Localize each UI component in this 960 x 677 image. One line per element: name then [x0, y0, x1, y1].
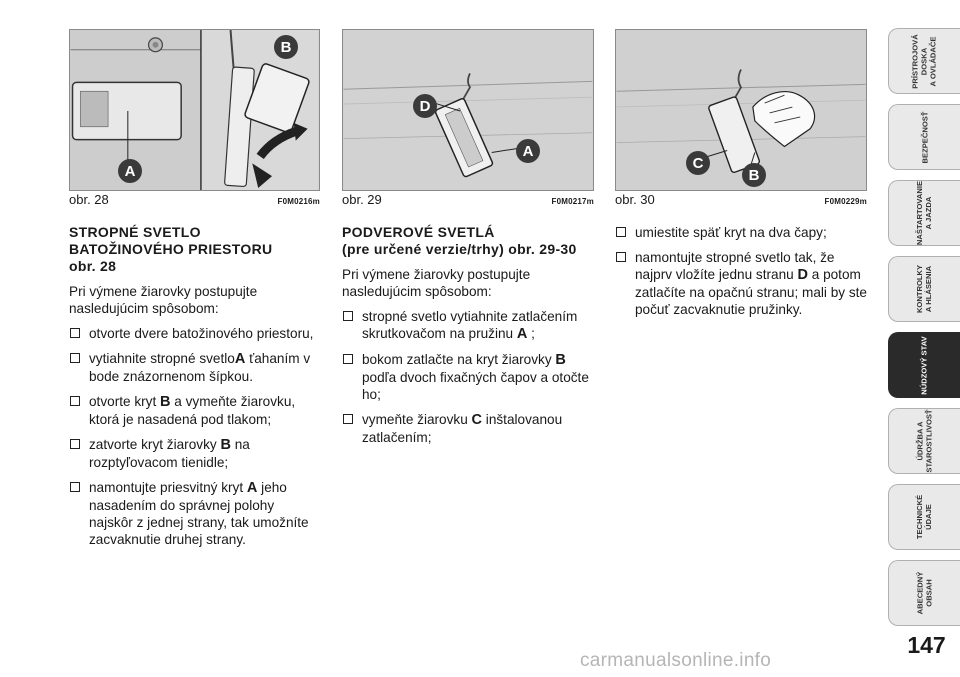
- checkbox-bullet-icon: [343, 414, 353, 424]
- tab-label: KONTROLKY A HLÁSENIA: [915, 264, 934, 314]
- list-item: [69, 393, 321, 428]
- list-item: [69, 436, 321, 471]
- checkbox-bullet-icon: [616, 227, 626, 237]
- item-text: zatvorte kryt žiarovky: [89, 437, 221, 452]
- list-item: [342, 411, 594, 446]
- tab-technicke-udaje[interactable]: [888, 484, 960, 550]
- heading-line: obr. 28: [69, 258, 117, 274]
- item-key: B: [220, 437, 231, 453]
- figure-caption: [615, 192, 867, 208]
- item-text: na rozptyľovacom tienidle;: [89, 437, 250, 470]
- item-text: namontujte priesvitný kryt: [89, 480, 247, 495]
- item-key: B: [555, 352, 566, 368]
- intro-paragraph: Pri výmene žiarovky postupujte nasledujúcim spôsobom:: [69, 284, 258, 316]
- figure-29: [342, 29, 594, 191]
- text-column-1: [69, 224, 321, 556]
- heading-line: STROPNÉ SVETLO: [69, 224, 201, 240]
- callout-badge: B: [742, 163, 766, 187]
- watermark[interactable]: carmanualsonline.info: [580, 650, 772, 671]
- item-text: ;: [527, 326, 535, 341]
- item-text: inštalovanou zatlačením;: [362, 412, 563, 445]
- lens-refit-illustration: [616, 30, 866, 190]
- tab-bezpecnost[interactable]: [888, 104, 960, 170]
- item-key: D: [797, 267, 808, 283]
- list-item: [69, 350, 321, 385]
- callout-badge: B: [274, 35, 298, 59]
- checkbox-bullet-icon: [616, 252, 626, 262]
- item-text: otvorte kryt: [89, 394, 161, 409]
- item-key: B: [160, 394, 171, 410]
- heading-line: (pre určené verzie/trhy) obr. 29-30: [342, 241, 577, 257]
- item-text: a vymeňte žiarovku, ktorá je nasadená pod tlakom;: [89, 394, 296, 427]
- tab-label: NÚDZOVÝ STAV: [920, 335, 929, 395]
- list-item: [615, 249, 867, 318]
- figure-code: F0M0216m: [277, 197, 320, 206]
- item-text: umiestite späť kryt na dva čapy;: [635, 225, 827, 240]
- tab-nastartovanie[interactable]: [888, 180, 960, 246]
- item-text: stropné svetlo vytiahnite zatlačením skrutkovačom na pružinu: [362, 309, 578, 341]
- callout-badge: A: [118, 159, 142, 183]
- item-key: C: [471, 412, 483, 428]
- item-text: otvorte dvere batožinového priestoru,: [89, 326, 314, 341]
- intro-paragraph: Pri výmene žiarovky postupujte nasledujúcim spôsobom:: [342, 267, 531, 299]
- item-key: A: [246, 480, 258, 496]
- tab-label: PRÍSTROJOVÁ DOSKA A OVLÁDAČE: [911, 33, 938, 89]
- figure-label: obr. 28: [69, 192, 109, 207]
- tab-kontrolky[interactable]: [888, 256, 960, 322]
- checkbox-bullet-icon: [343, 354, 353, 364]
- section-heading: [69, 224, 321, 275]
- heading-line: PODVEROVÉ SVETLÁ: [342, 224, 495, 240]
- figure-code: F0M0229m: [824, 197, 867, 206]
- figure-code: F0M0217m: [551, 197, 594, 206]
- page-number: 147: [907, 632, 946, 658]
- tab-pristrojova-doska[interactable]: [888, 28, 960, 94]
- list-item: [342, 308, 594, 343]
- item-text: jeho nasadením do správnej polohy najskôr z jednej strany, tak umožníte zacvaknutie druhej strany.: [89, 480, 309, 547]
- figure-caption: [342, 192, 594, 208]
- figure-30: [615, 29, 867, 191]
- item-text: ťahaním v bode znázornenom šípkou.: [89, 351, 311, 384]
- text-column-2: [342, 224, 594, 454]
- heading-line: BATOŽINOVÉHO PRIESTORU: [69, 241, 273, 257]
- tab-nudzovy-stav[interactable]: [888, 332, 960, 398]
- checkbox-bullet-icon: [70, 328, 80, 338]
- tab-label: NAŠTARTOVANIE A JAZDA: [915, 180, 934, 246]
- checkbox-bullet-icon: [70, 353, 80, 363]
- figure-28: [69, 29, 320, 191]
- figure-label: obr. 30: [615, 192, 655, 207]
- figure-label: obr. 29: [342, 192, 382, 207]
- list-item: [69, 325, 321, 342]
- item-key: A: [234, 351, 246, 367]
- tab-abecedny-obsah[interactable]: [888, 560, 960, 626]
- checkbox-bullet-icon: [343, 311, 353, 321]
- section-heading: [342, 224, 594, 258]
- tab-label: ABECEDNÝ OBSAH: [915, 571, 934, 615]
- callout-badge: D: [413, 94, 437, 118]
- tab-label: BEZPEČNOSŤ: [920, 111, 929, 163]
- tab-udrzba[interactable]: [888, 408, 960, 474]
- item-text: a potom zatlačíte na opačnú stranu; mali by ste počuť zacvaknutie pružinky.: [635, 267, 867, 317]
- list-item: [615, 224, 867, 241]
- item-text: podľa dvoch fixačných čapov a otočte ho;: [362, 370, 589, 402]
- text-column-3: [615, 224, 867, 326]
- item-text: vytiahnite stropné svetlo: [89, 351, 235, 366]
- list-item: [342, 351, 594, 403]
- checkbox-bullet-icon: [70, 439, 80, 449]
- item-text: namontujte stropné svetlo tak, že najprv vložíte jednu stranu: [635, 250, 835, 282]
- courtesy-light-illustration: [343, 30, 593, 190]
- tab-label: TECHNICKÉ ÚDAJE: [915, 494, 934, 540]
- list-item: [69, 479, 321, 548]
- checkbox-bullet-icon: [70, 482, 80, 492]
- tab-label: ÚDRŽBA A STAROSTLIVOSŤ: [915, 409, 934, 473]
- checkbox-bullet-icon: [70, 396, 80, 406]
- item-text: vymeňte žiarovku: [362, 412, 472, 427]
- item-text: bokom zatlačte na kryt žiarovky: [362, 352, 556, 367]
- figure-caption: [69, 192, 320, 208]
- item-key: A: [516, 326, 528, 342]
- callout-badge: A: [516, 139, 540, 163]
- callout-badge: C: [686, 151, 710, 175]
